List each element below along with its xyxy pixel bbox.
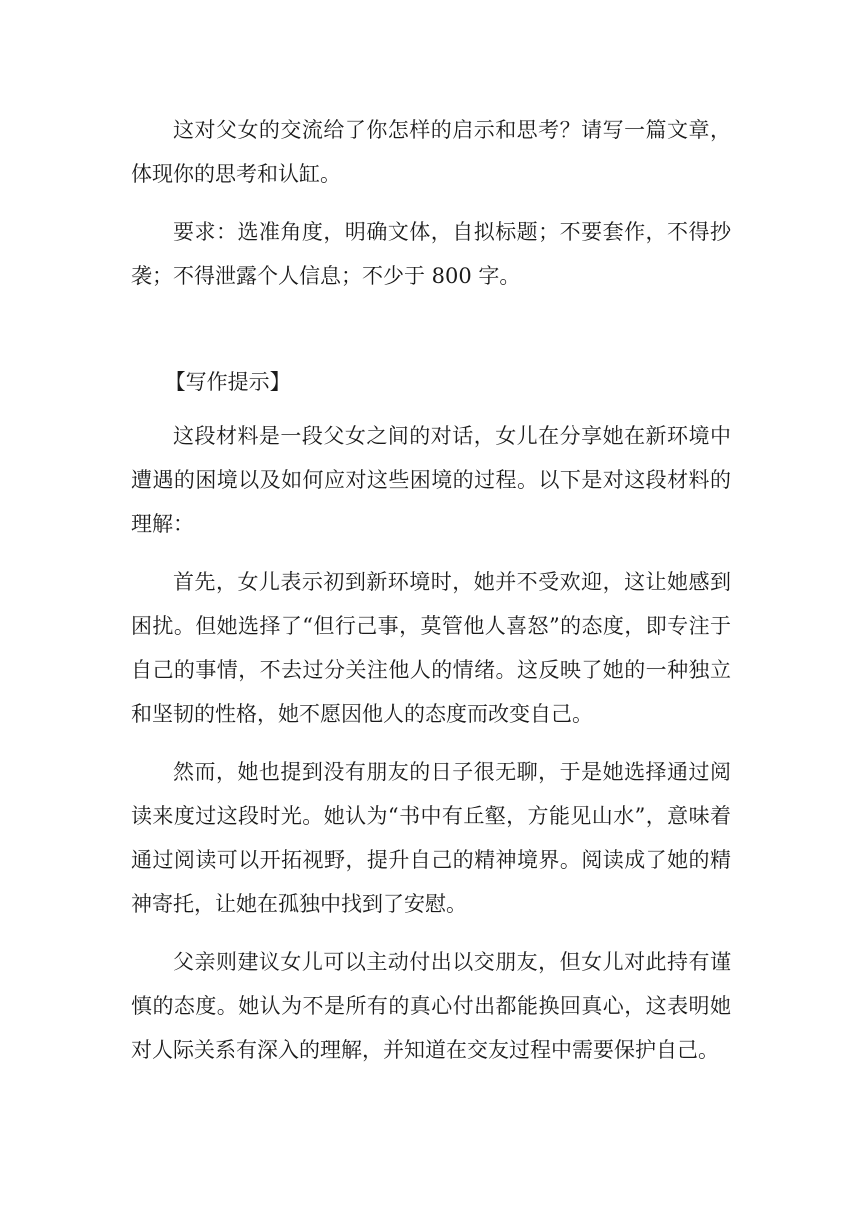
document-body xyxy=(131,108,731,1086)
section-heading: 【写作提示】 xyxy=(164,370,291,394)
body-paragraph-1: 这段材料是一段父女之间的对话，女儿在分享她在新环境中遭遇的困境以及如何应对这些困境的过程。以下是对这段材料的理解： xyxy=(131,424,731,536)
body-paragraph-2: 首先，女儿表示初到新环境时，她并不受欢迎，这让她感到困扰。但她选择了“但行己事，莫管他人喜怒”的态度，即专注于自己的事情，不去过分关注他人的情绪。这反映了她的一种独立和坚韧的性格，她不愿因他人的态度而改变自己。 xyxy=(131,570,731,726)
prompt-paragraph: 这对父女的交流给了你怎样的启示和思考？请写一篇文章，体现你的思考和认缸。 xyxy=(131,118,731,186)
requirements-paragraph: 要求：选准角度，明确文体，自拟标题；不要套作，不得抄袭；不得泄露个人信息；不少于 800 字。 xyxy=(131,220,731,288)
body-paragraph-3: 然而，她也提到没有朋友的日子很无聊，于是她选择通过阅读来度过这段时光。她认为“书中有丘壑，方能见山水”，意味着通过阅读可以开拓视野，提升自己的精神境界。阅读成了她的精神寄托，让她在孤独中找到了安慰。 xyxy=(131,760,731,916)
body-paragraph-4: 父亲则建议女儿可以主动付出以交朋友，但女儿对此持有谨慎的态度。她认为不是所有的真心付出都能换回真心，这表明她对人际关系有深入的理解，并知道在交友过程中需要保护自己。 xyxy=(131,950,731,1062)
